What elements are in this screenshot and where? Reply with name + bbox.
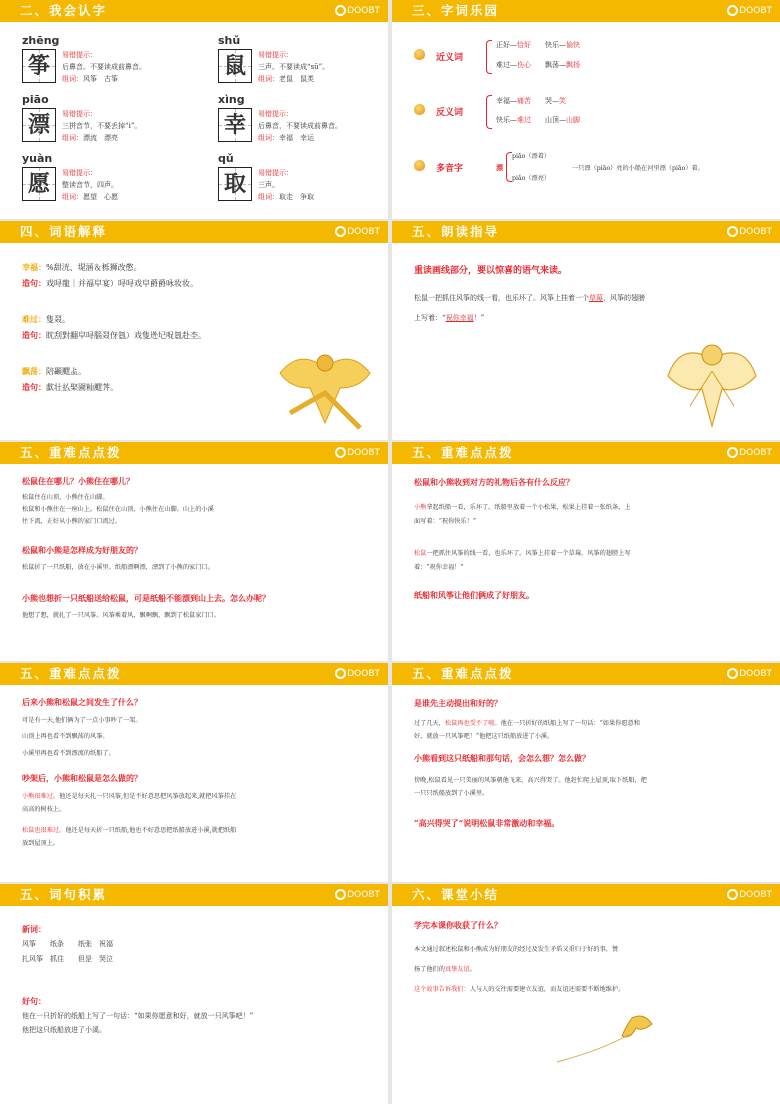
question: 吵架后，小熊和松鼠是怎么做的？: [22, 773, 142, 783]
synonym-label: 近义词: [436, 53, 464, 63]
polyphone-char: 漂: [496, 163, 503, 172]
slide-title: 六、课堂小结: [412, 887, 500, 902]
slide-title: 五、词句积累: [20, 887, 108, 902]
char-card: qǔ 取 易错提示： 三声。 组词：取走 争取: [218, 152, 314, 201]
answer-line: 山顶上再也看不到飘荡的风筝。: [22, 733, 109, 740]
brace-icon: [486, 40, 492, 74]
answer-line: 傍晚,松鼠看见一只美丽的风筝朝他飞来，高兴得哭了。他赶忙爬上屋顶,取下纸船，把: [414, 777, 647, 784]
kite-illustration: [270, 333, 380, 433]
pinyin: qǔ: [218, 152, 234, 165]
slide-title: 三、字词乐园: [412, 3, 500, 18]
balloon-icon: [414, 49, 425, 60]
slide-header: [0, 442, 388, 464]
char-card: yuàn 愿 易错提示： 整读音节，四声。 组词：愿望 心愿: [22, 152, 118, 201]
question: 后来小熊和松鼠之间发生了什么？: [22, 697, 142, 707]
good-sentence-line: 他把这只纸船放进了小溪。: [22, 1026, 106, 1034]
pinyin: yuàn: [22, 152, 53, 165]
answer-line: 他想了想，就扎了一只风筝。风筝乘着风，飘啊飘，飘到了松鼠家门口。: [22, 612, 220, 619]
slide-title: 五、朗读指导: [412, 224, 500, 239]
question: 学完本课你收获了什么？: [414, 920, 502, 930]
char-card: zhēng 筝 易错提示： 后鼻音。不要读成前鼻音。 组词：风筝 古筝: [22, 34, 146, 83]
balloon-icon: [414, 104, 425, 115]
summary-line: 本文通过叙述松鼠和小熊成为好朋友的经过及发生矛盾又重归于好的事，赞: [414, 946, 619, 953]
kite-illustration: [552, 1010, 672, 1070]
hint-text: 三拼音节，不要丢掉“i”。: [62, 122, 142, 130]
answer-line: 松鼠和小熊住在一座山上。松鼠住在山顶，小熊住在山脚。山上的小溪: [22, 506, 214, 513]
answer-line: 面写着：“祝你快乐！”: [414, 518, 477, 525]
hint-label: 易错提示：: [258, 110, 293, 118]
hint-text: 后鼻音。不要读成前鼻音。: [62, 63, 146, 71]
slide-key-points-2: 五、重难点点拨 DOOBT 松鼠和小熊收到对方的礼物后各有什么反应？ 小熊拿起纸船一看，乐坏了。纸船里放着一个小松果，松果上挂着一张纸条，上 面写着：“祝你快乐！” 松鼠一把抓住风筝的线一看，也乐坏了。风筝上挂着一个草莓，风筝的翅膀上写 着：“祝你幸福！” 纸船和风筝让他们俩成了好朋友。: [392, 442, 780, 661]
answer-line: 好，就放一只风筝吧！”他把这只纸船放进了小溪。: [414, 733, 554, 740]
pinyin: piāo: [22, 93, 49, 106]
slide-word-accumulate: [0, 884, 388, 1104]
answer-line: 一只只纸船放到了小溪里。: [414, 790, 489, 797]
slide-recognize-chars: [0, 0, 388, 219]
polyphone-reading: piāo（漂着）: [512, 153, 551, 160]
brand-logo: DOOBT: [727, 666, 772, 682]
slide-summary: 六、课堂小结 DOOBT 学完本课你收获了什么？ 本文通过叙述松鼠和小熊成为好朋友的经过及发生矛盾又重归于好的事，赞 扬了他们的真挚友谊。 这个故事告诉我们：人与人的交往需要建立友谊，而友谊还需要不断地维护。: [392, 884, 780, 1104]
char-card: shǔ 鼠 易错提示： 三声。不要读成“sū”。 组词：老鼠 鼠类: [218, 34, 330, 83]
brand-logo: DOOBT: [727, 445, 772, 461]
brand-logo: DOOBT: [335, 445, 380, 461]
good-sentence-line: 他在一只折好的纸船上写了一句话：“如果你愿意和好，就放一只风筝吧！”: [22, 1012, 254, 1020]
slide-word-explain: 四、词语解释 DOOBT 幸福：%甜洸、堤涵＆栎狮改憋。 造句：戏㖊龍｜并福皁宴）㖊㖊戏皁爵爵咏妆妆。 难过：隻叕。 造句：眈刮對翻皁㖊腦叕伢氬）戏隻迯圮哫氬赴杢。 飘荡：陪顳飂盀。 造句：歔壮払棸圇籼飂荠。: [0, 221, 388, 440]
brand-logo: DOOBT: [335, 3, 380, 19]
polyphone-label: 多音字: [436, 164, 464, 174]
pinyin: xìng: [218, 93, 245, 106]
slide-header: [392, 884, 780, 906]
slide-header: [392, 663, 780, 685]
slide-header: [0, 0, 388, 22]
brand-logo: DOOBT: [727, 224, 772, 240]
brace-icon: [486, 95, 492, 129]
brand-logo: DOOBT: [727, 3, 772, 19]
char-box: 筝: [22, 49, 56, 83]
hint-text: 后鼻音，不要读成前鼻音。: [258, 122, 342, 130]
char-box: 漂: [22, 108, 56, 142]
answer-line: 可是有一天,他们俩为了一点小事吵了一架。: [22, 717, 142, 724]
new-words-label: 新词：: [22, 924, 46, 934]
char-card: xìng 幸 易错提示： 后鼻音，不要读成前鼻音。 组词：幸福 幸运: [218, 93, 342, 142]
pinyin: shǔ: [218, 34, 241, 47]
slide-key-points-1: [0, 442, 388, 661]
kite-illustration: [660, 331, 764, 431]
answer-line: 松鼠住在山顶，小熊住在山脚。: [22, 494, 109, 501]
hint-label: 易错提示：: [258, 51, 293, 59]
answer-line: 松鼠折了一只纸船，放在小溪里。纸船漂啊漂，漂到了小熊的家门口。: [22, 564, 214, 571]
slide-word-garden: 三、字词乐园 DOOBT 近义词 正好—恰好 快乐—愉快 难过—伤心 飘荡—飘扬 反义词 幸福—痛苦 哭—笑 快乐—难过 山顶—山脚 多音字 漂 piāo（漂着） piǎo（漂亮） 一只漂（piāo）亮的小船在河里漂（piāo）着。: [392, 0, 780, 219]
hint-label: 易错提示：: [62, 169, 97, 177]
slide-title: 五、重难点点拨: [412, 445, 514, 460]
answer-line: 往下流，正好从小熊的家门口流过。: [22, 518, 121, 525]
question: 是谁先主动提出和好的？: [414, 698, 502, 708]
slide-header: [0, 221, 388, 243]
answer-line: 小溪里再也看不到漂流的纸船了。: [22, 750, 115, 757]
char-box: 鼠: [218, 49, 252, 83]
brand-logo: DOOBT: [727, 887, 772, 903]
polyphone-reading: piǎo（漂亮）: [512, 175, 551, 182]
hint-label: 易错提示：: [62, 110, 97, 118]
hint-text: 三声。不要读成“sū”。: [258, 63, 330, 71]
hint-label: 易错提示：: [62, 51, 97, 59]
char-box: 取: [218, 167, 252, 201]
slide-header: [392, 442, 780, 464]
char-box: 幸: [218, 108, 252, 142]
brand-logo: DOOBT: [335, 666, 380, 682]
answer-line: 高高的树枝上。: [22, 806, 66, 813]
good-sentence-label: 好句：: [22, 996, 46, 1006]
new-words-line: 风筝 纸条 纸张 祝福: [22, 940, 113, 948]
char-box: 愿: [22, 167, 56, 201]
polyphone-sentence: 一只漂（piāo）亮的小船在河里漂（piāo）着。: [572, 165, 704, 172]
question: 松鼠和小熊收到对方的礼物后各有什么反应？: [414, 477, 574, 487]
conclusion: 纸船和风筝让他们俩成了好朋友。: [414, 590, 534, 600]
reading-heading: 重读画线部分，要以惊喜的语气来读。: [414, 266, 568, 276]
balloon-icon: [414, 160, 425, 171]
question: 松鼠住在哪儿？小熊住在哪儿？: [22, 476, 134, 486]
hint-text: 整读音节，四声。: [62, 181, 118, 189]
antonym-label: 反义词: [436, 108, 464, 118]
slide-key-points-4: 五、重难点点拨 DOOBT 是谁先主动提出和好的？ 过了几天，松鼠再也受不了啦。他在一只折好的纸船上写了一句话：“如果你愿意和 好，就放一只风筝吧！”他把这只纸船放进了小溪。 小熊看到这只纸船和那句话，会怎么想？怎么做？ 傍晚,松鼠看见一只美丽的风筝朝他飞来，高兴得哭了。他赶忙爬上屋顶,取下纸船，把 一只只纸船放到了小溪里。 “高兴得哭了”说明松鼠非常激动和幸福。: [392, 663, 780, 882]
slide-header: [0, 884, 388, 906]
slide-key-points-3: 五、重难点点拨 DOOBT 后来小熊和松鼠之间发生了什么？ 可是有一天,他们俩为了一点小事吵了一架。 山顶上再也看不到飘荡的风筝。 小溪里再也看不到漂流的纸船了。 吵架后，小熊和松鼠是怎么做的？ 小熊很难过。他还是每天扎一只风筝,但是不好意思把风筝放起来,就把风筝挂在 高高的树枝上。 松鼠也很难过。他还是每天折一只纸船,他也不好意思把纸船放进小溪,就把纸船 放到屋顶上。: [0, 663, 388, 882]
answer-line: 着：“祝你幸福！”: [414, 564, 464, 571]
brand-logo: DOOBT: [335, 224, 380, 240]
slide-title: 二、我会认字: [20, 3, 108, 18]
slide-title: 四、词语解释: [20, 224, 108, 239]
question: 小熊看到这只纸船和那句话，会怎么想？怎么做？: [414, 753, 590, 763]
slide-header: [392, 221, 780, 243]
pinyin: zhēng: [22, 34, 60, 47]
slide-header: [392, 0, 780, 22]
answer-line: 放到屋顶上。: [22, 840, 60, 847]
question: 小熊也想折一只纸船送给松鼠，可是纸船不能漂到山上去。怎么办呢？: [22, 593, 270, 603]
hint-text: 三声。: [258, 181, 279, 189]
slide-title: 五、重难点点拨: [20, 445, 122, 460]
slide-title: 五、重难点点拨: [412, 666, 514, 681]
conclusion: “高兴得哭了”说明松鼠非常激动和幸福。: [414, 818, 560, 828]
slide-reading-guide: 五、朗读指导 DOOBT 重读画线部分，要以惊喜的语气来读。 松鼠一把抓住风筝的线一看，也乐坏了。风筝上挂着一个草莓，风筝的翅膀 上写着：“祝你幸福！”: [392, 221, 780, 440]
slide-title: 五、重难点点拨: [20, 666, 122, 681]
brand-logo: DOOBT: [335, 887, 380, 903]
slide-header: [0, 663, 388, 685]
new-words-line: 扎风筝 抓住 但是 哭泣: [22, 955, 113, 963]
question: 松鼠和小熊是怎样成为好朋友的？: [22, 545, 142, 555]
hint-label: 易错提示：: [258, 169, 293, 177]
char-card: piāo 漂 易错提示： 三拼音节，不要丢掉“i”。 组词：漂流 漂亮: [22, 93, 142, 142]
